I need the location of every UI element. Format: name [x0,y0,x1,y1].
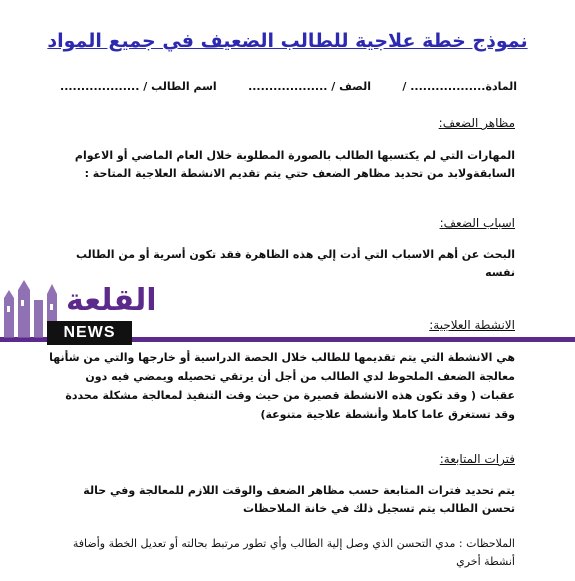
activities-text: هي الانشطة التي يتم تقديمها للطالب خلال الحصة الدراسية أو خارجها والتي من شأنها معالجة الضعف الملحوظ لدي الطالب من أجل أن يرتقي تحصيله ويمضي فيه دون عقبات ( وقد تكون هذه الانشطة قصيرة من حيث وقت التنفيذ لمعالجة مشكلة محددة وقد تستغرق عاما كاملا وأنشطة علاجية متنوعة) [49,351,515,421]
notes-text: الملاحظات : مدي التحسن الذي وصل إلية الطالب وأي تطور مرتبط بحالته أو تعديل الخطة وأضافة أنشطة أخري [72,537,515,568]
student-name-field: اسم الطالب / ................... [60,80,217,93]
weakness-heading: مظاهر الضعف: [438,116,515,130]
causes-heading: اسباب الضعف: [439,216,515,230]
followup-text: يتم تحديد فترات المتابعة حسب مظاهر الضعف والوقت اللازم للمعالجة وفي حالة تحسن الطالب يتم تسجيل ذلك في خانة الملاحظات [83,484,515,515]
news-badge: NEWS [47,321,132,345]
activities-heading: الانشطة العلاجية: [429,318,515,332]
subject-field: المادة.................. / [402,80,517,93]
weakness-text: المهارات التي لم يكتسبها الطالب بالصورة المطلوبة خلال العام الماضي أو الاعوام السابقةولابد من تحديد مظاهر الضعف حتي يتم تقديم الانشطة العلاجية المتاحة : [74,149,515,180]
student-info-row [60,80,517,93]
page-title: نموذج خطة علاجية للطالب الضعيف في جميع المواد [47,30,528,52]
causes-text: البحث عن أهم الاسباب التي أدت إلي هذه الظاهرة فقد تكون أسرية أو من الطالب نفسه [75,248,515,279]
class-field: الصف / ................... [248,80,371,93]
logo-text: القلعة [66,283,157,318]
followup-heading: فترات المتابعة: [439,452,515,466]
